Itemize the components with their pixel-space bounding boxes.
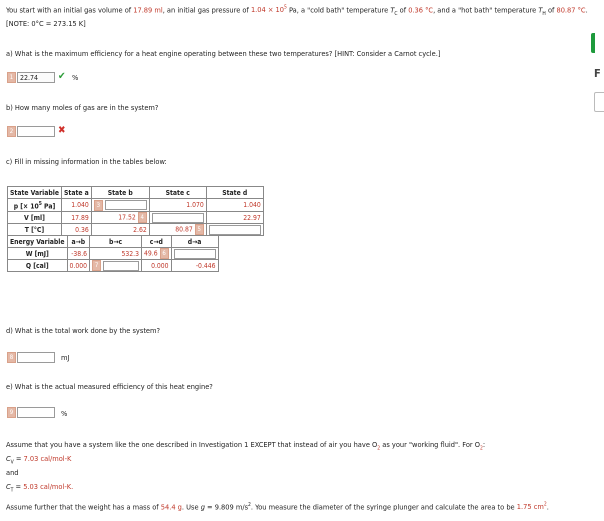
weight-mass: 54.4 g [160, 502, 182, 512]
row-label-work: W [mJ] [8, 248, 68, 260]
energy-cd-heat: 0.000 [141, 260, 171, 272]
energy-ab-heat: 0.000 [67, 260, 90, 272]
energy-bc-heat-cell [90, 260, 142, 272]
state-d-temperature-input[interactable] [209, 225, 261, 235]
badge-5: 5 [195, 224, 204, 235]
incorrect-x-icon: ✖ [58, 125, 66, 136]
plunger-area: 1.75 $cm^2$ [516, 502, 547, 512]
state-a-pressure: 1.040 [62, 199, 92, 212]
state-d-volume: 22.97 [206, 212, 263, 224]
row-label-pressure: p [× $10^5$ Pa] [8, 199, 62, 212]
question-d-unit: mJ [61, 353, 70, 362]
state-c-volume-cell [149, 212, 206, 224]
state-header-d: State d [206, 187, 263, 199]
energy-bc-work: 532.3 [90, 248, 142, 260]
question-c: c) Fill in missing information in the tables below: [6, 157, 167, 166]
energy-header-ab: a→b [67, 236, 90, 248]
table-row [8, 212, 264, 224]
row-label-volume: V [ml] [8, 212, 62, 224]
cold-bath-temp: 0.36 °C [408, 5, 434, 15]
question-e-input[interactable] [17, 407, 55, 418]
initial-pressure: $1.04 \times 10^5$ [250, 5, 287, 15]
correct-check-icon: ✔ [58, 71, 66, 82]
state-header-b: State b [91, 187, 149, 199]
state-header-c: State c [149, 187, 206, 199]
question-e-unit: % [61, 409, 68, 418]
table-row [8, 260, 219, 272]
initial-volume: 17.89 ml [133, 5, 163, 15]
energy-da-heat: -0.446 [171, 260, 218, 272]
question-a-input[interactable]: 22.74 [17, 72, 55, 83]
badge-4: 4 [138, 212, 147, 223]
energy-da-work-cell [171, 248, 218, 260]
edge-letter: F [594, 67, 601, 80]
question-e: e) What is the actual measured efficiency of this heat engine? [6, 382, 213, 391]
and-text: and [6, 468, 19, 477]
badge-3: 3 [94, 200, 103, 211]
question-d-input[interactable] [17, 352, 55, 363]
badge-6: 6 [160, 248, 169, 259]
question-b: b) How many moles of gas are in the system? [6, 103, 159, 112]
edge-panel-top [591, 33, 604, 53]
badge-7: 7 [92, 260, 101, 271]
state-header-variable: State Variable [8, 187, 62, 199]
ct-value: 5.03 cal/mol-K. [23, 482, 74, 491]
state-d-pressure: 1.040 [206, 199, 263, 212]
cv-line: $C_V = 7.03$ cal/mol-K [6, 454, 72, 466]
row-label-heat: Q [cal] [8, 260, 68, 272]
state-b-temperature: 2.62 [91, 224, 149, 236]
energy-header-cd: c→d [141, 236, 171, 248]
state-c-pressure: 1.070 [149, 199, 206, 212]
question-a-unit: % [72, 73, 79, 82]
state-b-volume: 17.52 [118, 213, 136, 222]
question-b-badge: 2 [7, 126, 16, 137]
state-table [7, 186, 264, 236]
state-a-volume: 17.89 [62, 212, 92, 224]
state-table-header [8, 187, 264, 199]
state-b-volume-cell [91, 212, 149, 224]
energy-cd-work-cell [141, 248, 171, 260]
question-d-badge: 8 [7, 352, 16, 363]
energy-table [7, 235, 219, 272]
energy-header-variable: Energy Variable [8, 236, 68, 248]
energy-bc-heat-input[interactable] [103, 261, 139, 271]
state-c-temperature-cell [149, 224, 206, 236]
question-b-input[interactable] [17, 126, 55, 137]
followup-last-line: Assume further that the weight has a mass of 54.4 g. Use g = 9.809 $m/s^2$. You measure the diameter of the syringe plunger and calculate the area to be 1.75 $cm^2$. [6, 502, 549, 512]
energy-table-header [8, 236, 219, 248]
edge-button[interactable] [594, 92, 604, 112]
ct-line: $C_T = 5.03$ cal/mol-K. [6, 482, 74, 494]
followup-line-1: Assume that you have a system like the one described in Investigation 1 EXCEPT that instead of air you have $O_2$ as your "working fluid". For $O_2$: [6, 440, 486, 452]
question-a: a) What is the maximum efficiency for a heat engine operating between these two temperatures? [HINT: Consider a Carnot cycle.] [6, 49, 441, 58]
energy-ab-work: -38.6 [67, 248, 90, 260]
table-row [8, 199, 264, 212]
energy-da-work-input[interactable] [174, 249, 216, 259]
table-row [8, 224, 264, 236]
state-a-temperature: 0.36 [62, 224, 92, 236]
intro-text: You start with an initial gas volume of 17.89 ml, an initial gas pressure of $1.04 \times 10^5$ Pa, a "cold bath" temperature $T_C$ of 0.36 °C, and a "hot bath" temperature $T_H$ of 80.87 °C. [6, 5, 588, 17]
state-b-pressure-input[interactable] [105, 200, 147, 210]
energy-header-bc: b→c [90, 236, 142, 248]
row-label-temperature: T [°C] [8, 224, 62, 236]
state-header-a: State a [62, 187, 92, 199]
cv-value: 7.03 cal/mol-K [23, 454, 72, 463]
energy-header-da: d→a [171, 236, 218, 248]
state-b-pressure-cell [91, 199, 149, 212]
question-a-badge: 1 [7, 72, 16, 83]
state-c-temperature: 80.87 [175, 225, 193, 234]
state-c-volume-input[interactable] [152, 213, 204, 223]
question-e-badge: 9 [7, 407, 16, 418]
state-d-temperature-cell [206, 224, 263, 236]
energy-cd-work: 49.6 [143, 249, 158, 258]
question-d: d) What is the total work done by the system? [6, 326, 161, 335]
note-text: [NOTE: 0°C = 273.15 K] [6, 19, 86, 28]
table-row [8, 248, 219, 260]
hot-bath-temp: 80.87 °C [556, 5, 586, 15]
